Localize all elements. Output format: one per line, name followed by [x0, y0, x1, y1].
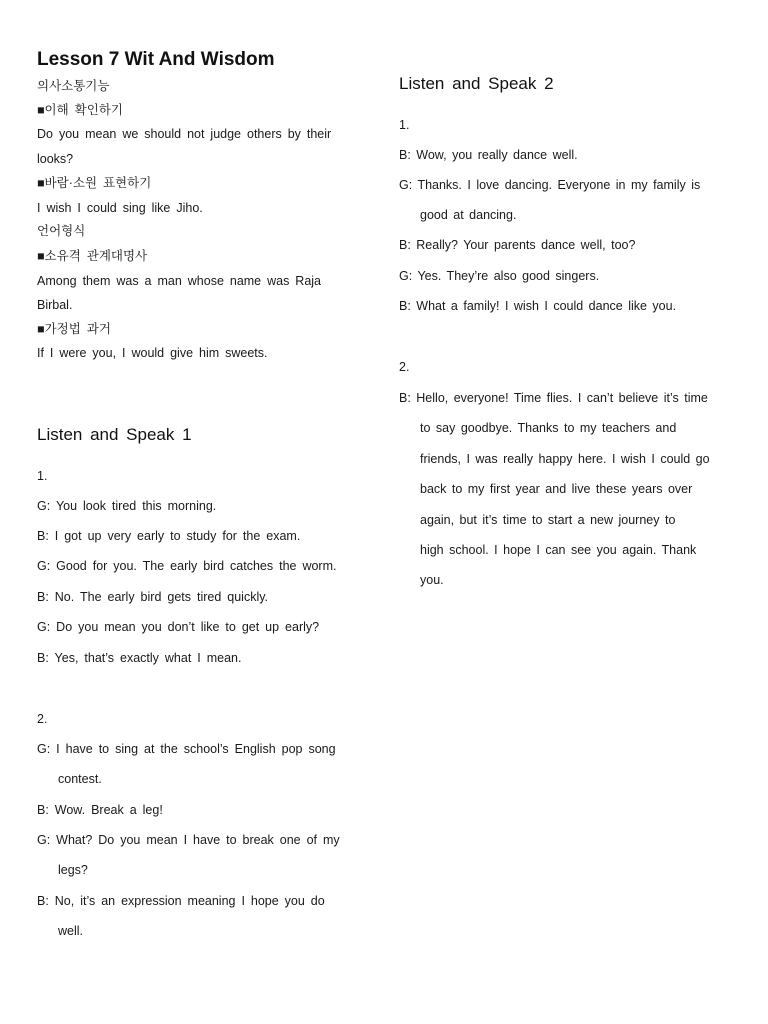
dialogue-line-continuation: again, but it’s time to start a new journey to	[420, 513, 676, 527]
dialogue-number: 1.	[399, 118, 410, 132]
dialogue-line: G: I have to sing at the school’s English pop song	[37, 742, 336, 756]
dialogue-line: B: Really? Your parents dance well, too?	[399, 238, 636, 252]
overview-line: I wish I could sing like Jiho.	[37, 201, 203, 215]
overview-line: ■바람·소원 표현하기	[37, 176, 152, 190]
dialogue-line-continuation: high school. I hope I can see you again. Thank	[420, 543, 697, 557]
dialogue-line: G: Good for you. The early bird catches the worm.	[37, 559, 337, 573]
dialogue-line: B: Wow. Break a leg!	[37, 803, 163, 817]
dialogue-line-continuation: friends, I was really happy here. I wish I could go	[420, 452, 710, 466]
section-heading: Listen and Speak 2	[399, 74, 554, 93]
dialogue-line-continuation: to say goodbye. Thanks to my teachers and	[420, 421, 677, 435]
page-title: Lesson 7 Wit And Wisdom	[37, 49, 275, 70]
dialogue-line-continuation: contest.	[58, 772, 102, 786]
overview-line: 언어형식	[37, 224, 86, 238]
dialogue-line: G: You look tired this morning.	[37, 499, 217, 513]
dialogue-line: B: I got up very early to study for the exam.	[37, 529, 301, 543]
dialogue-line-continuation: back to my first year and live these years over	[420, 482, 693, 496]
overview-line: looks?	[37, 152, 74, 166]
section-heading: Listen and Speak 1	[37, 425, 192, 444]
dialogue-line: B: No. The early bird gets tired quickly.	[37, 590, 269, 604]
dialogue-line-continuation: well.	[58, 924, 84, 938]
dialogue-line: G: Thanks. I love dancing. Everyone in my family is	[399, 178, 701, 192]
dialogue-line-continuation: you.	[420, 573, 444, 587]
overview-line: Among them was a man whose name was Raja	[37, 274, 322, 288]
dialogue-number: 2.	[37, 712, 48, 726]
dialogue-line: B: Hello, everyone! Time flies. I can’t believe it’s time	[399, 391, 708, 405]
dialogue-line-continuation: good at dancing.	[420, 208, 517, 222]
dialogue-line: B: Wow, you really dance well.	[399, 148, 578, 162]
dialogue-line: G: What? Do you mean I have to break one of my	[37, 833, 340, 847]
dialogue-line: G: Yes. They’re also good singers.	[399, 269, 600, 283]
dialogue-number: 1.	[37, 469, 48, 483]
overview-line: Birbal.	[37, 298, 73, 312]
dialogue-number: 2.	[399, 360, 410, 374]
dialogue-line: G: Do you mean you don’t like to get up early?	[37, 620, 320, 634]
overview-line: Do you mean we should not judge others by their	[37, 127, 332, 141]
overview-line: If I were you, I would give him sweets.	[37, 346, 268, 360]
overview-line: ■가정법 과거	[37, 322, 111, 336]
dialogue-line: B: What a family! I wish I could dance like you.	[399, 299, 677, 313]
dialogue-line: B: No, it’s an expression meaning I hope you do	[37, 894, 325, 908]
overview-line: ■소유격 관계대명사	[37, 249, 148, 263]
dialogue-line: B: Yes, that’s exactly what I mean.	[37, 651, 242, 665]
overview-line: ■이해 확인하기	[37, 103, 123, 117]
overview-line: 의사소통기능	[37, 79, 110, 93]
dialogue-line-continuation: legs?	[58, 863, 88, 877]
